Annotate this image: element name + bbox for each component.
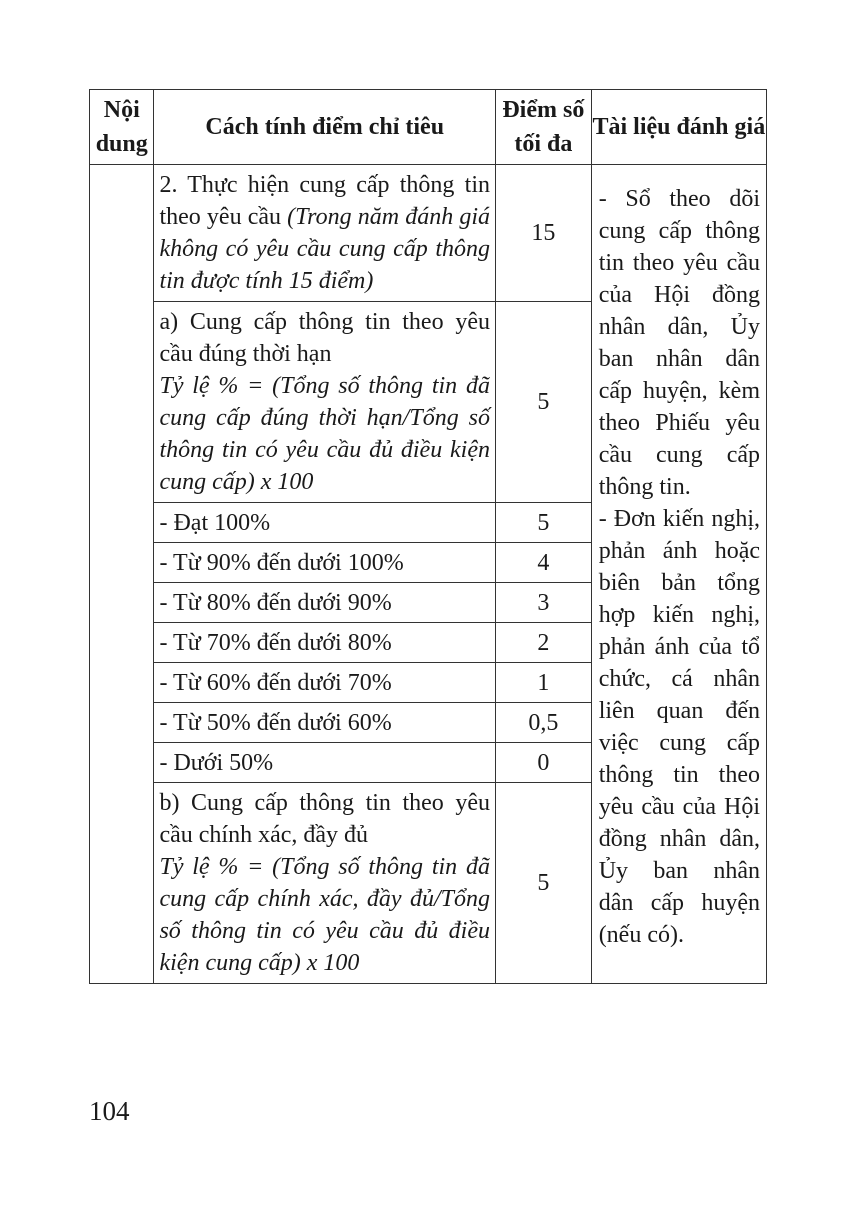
- noi-dung-cell: [90, 165, 154, 984]
- criteria-cell: [154, 302, 496, 503]
- criteria-text: a) Cung cấp thông tin theo yêu cầu đúng thời hạn: [159, 309, 490, 367]
- criteria-formula: Tỷ lệ % = (Tổng số thông tin đã cung cấp đúng thời hạn/Tổng số thông tin có yêu cầu đủ điều kiện cung cấp) x 100: [159, 373, 490, 495]
- criteria-cell: - Từ 50% đến dưới 60%: [154, 703, 496, 743]
- evaluation-table: [89, 89, 767, 984]
- criteria-text: b) Cung cấp thông tin theo yêu cầu chính xác, đầy đủ: [159, 790, 490, 848]
- score-cell: 2: [495, 623, 591, 663]
- score-cell: 4: [495, 543, 591, 583]
- criteria-note: (Trong năm đánh giá không có yêu cầu cung cấp thông tin được tính 15 điểm): [159, 204, 491, 294]
- tai-lieu-item: - Sổ theo dõi cung cấp thông tin theo yêu cầu của Hội đồng nhân dân, Ủy ban nhân dân cấp huyện, kèm theo Phiếu yêu cầu cung cấp thông tin.: [598, 186, 760, 500]
- criteria-cell: - Từ 70% đến dưới 80%: [154, 623, 496, 663]
- score-cell: 15: [495, 165, 591, 302]
- tai-lieu-item: - Đơn kiến nghị, phản ánh hoặc biên bản tổng hợp kiến nghị, phản ánh của tổ chức, cá nhân liên quan đến việc cung cấp thông tin theo yêu cầu của Hội đồng nhân dân, Ủy ban nhân dân cấp huyện (nếu có).: [598, 506, 760, 948]
- tai-lieu-cell: [591, 165, 766, 984]
- score-cell: 5: [495, 503, 591, 543]
- criteria-cell: - Từ 80% đến dưới 90%: [154, 583, 496, 623]
- table-row: [90, 165, 767, 302]
- score-cell: 5: [495, 783, 591, 984]
- criteria-cell: - Từ 90% đến dưới 100%: [154, 543, 496, 583]
- criteria-cell: - Từ 60% đến dưới 70%: [154, 663, 496, 703]
- criteria-cell: [154, 165, 496, 302]
- header-noi-dung: Nội dung: [90, 90, 154, 165]
- criteria-cell: - Đạt 100%: [154, 503, 496, 543]
- criteria-cell: [154, 783, 496, 984]
- score-cell: 1: [495, 663, 591, 703]
- score-cell: 0: [495, 743, 591, 783]
- score-cell: 0,5: [495, 703, 591, 743]
- criteria-text: 2. Thực hiện cung cấp thông tin theo yêu cầu: [159, 172, 490, 230]
- page-number: 104: [89, 1096, 130, 1126]
- criteria-cell: - Dưới 50%: [154, 743, 496, 783]
- header-cach-tinh: Cách tính điểm chỉ tiêu: [154, 90, 496, 165]
- score-cell: 5: [495, 302, 591, 503]
- header-diem-so: Điểm số tối đa: [495, 90, 591, 165]
- header-tai-lieu: Tài liệu đánh giá: [591, 90, 766, 165]
- criteria-formula: Tỷ lệ % = (Tổng số thông tin đã cung cấp chính xác, đầy đủ/Tổng số thông tin có yêu cầu đủ điều kiện cung cấp) x 100: [159, 854, 490, 976]
- header-row: [90, 90, 767, 165]
- score-cell: 3: [495, 583, 591, 623]
